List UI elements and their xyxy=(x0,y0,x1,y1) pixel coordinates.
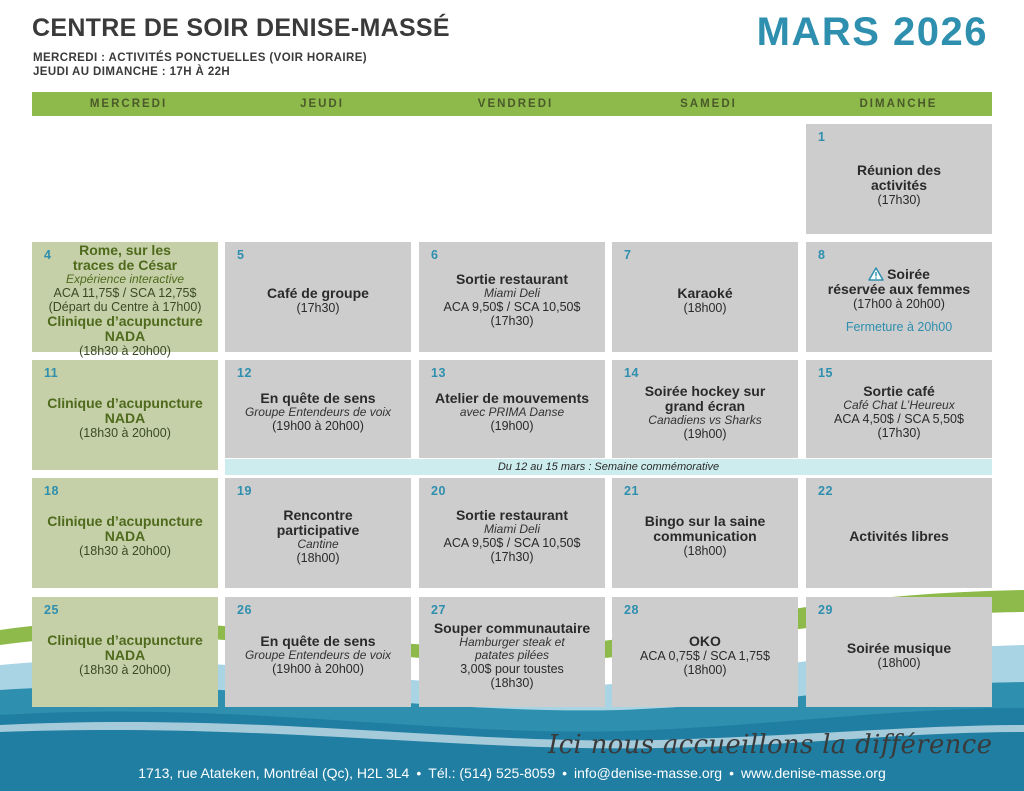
event-title: NADA xyxy=(104,647,146,663)
footer-phone[interactable]: Tél.: (514) 525-8059 xyxy=(428,765,556,781)
day-cell-4 xyxy=(32,241,218,358)
event-info: ACA 4,50$ / SCA 5,50$ xyxy=(834,412,964,426)
weekday-thursday: JEUDI xyxy=(300,98,344,110)
day-cell-27 xyxy=(419,597,605,707)
event-detail: Canadiens vs Sharks xyxy=(648,412,762,427)
event-title: En quête de sens xyxy=(260,633,376,649)
event-title: Bingo sur la saine xyxy=(644,513,766,529)
event-title: Clinique d’acupuncture xyxy=(47,513,203,529)
event-info: (Départ du Centre à 17h00) xyxy=(48,299,202,314)
event-info: (17h30) xyxy=(490,314,534,328)
day-number: 4 xyxy=(44,248,52,262)
day-number: 21 xyxy=(624,484,639,498)
event-title: Soirée hockey sur xyxy=(644,382,766,399)
day-cell-28 xyxy=(612,597,798,707)
event-info: ACA 9,50$ / SCA 10,50$ xyxy=(443,536,581,550)
event-detail: Café Chat L’Heureux xyxy=(843,398,955,412)
event-info: (18h00) xyxy=(877,655,921,670)
event-info: (18h30 à 20h00) xyxy=(79,663,171,677)
event-info: (18h30 à 20h00) xyxy=(79,426,171,440)
slogan: Ici nous accueillons la différence xyxy=(548,730,993,760)
footer-website[interactable]: www.denise-masse.org xyxy=(741,765,886,781)
day-number: 15 xyxy=(818,366,833,380)
event-title: Activités libres xyxy=(849,527,949,544)
event-closing-note: Fermeture à 20h00 xyxy=(845,319,953,334)
day-cell-19 xyxy=(225,478,411,588)
event-info: (18h00) xyxy=(296,550,340,565)
day-number: 29 xyxy=(818,603,833,617)
day-number: 27 xyxy=(431,603,446,617)
event-title: Rencontre xyxy=(283,506,353,523)
event-title: NADA xyxy=(104,528,146,544)
event-info: (18h30 à 20h00) xyxy=(79,544,171,558)
event-info: (17h30) xyxy=(877,426,921,440)
event-title: Soirée musique xyxy=(846,639,952,656)
event-title: Rome, sur les xyxy=(79,241,171,258)
event-info: (19h00) xyxy=(683,426,727,441)
event-title: Atelier de mouvements xyxy=(434,390,590,406)
day-number: 1 xyxy=(818,130,826,144)
event-title: Café de groupe xyxy=(267,284,369,301)
day-cell-7 xyxy=(612,242,798,352)
day-number: 5 xyxy=(237,248,245,262)
event-info: (18h00) xyxy=(683,300,727,315)
event-title: Sortie restaurant xyxy=(455,507,569,523)
event-info: ACA 0,75$ / SCA 1,75$ xyxy=(640,648,770,663)
event-title: participative xyxy=(276,521,360,538)
event-detail: Hamburger steak et xyxy=(459,634,565,649)
event-info: (18h30 à 20h00) xyxy=(79,343,171,358)
event-detail: Miami Deli xyxy=(483,522,540,536)
event-info: (18h00) xyxy=(683,662,727,677)
day-number: 28 xyxy=(624,603,639,617)
day-number: 7 xyxy=(624,248,632,262)
day-number: 26 xyxy=(237,603,252,617)
event-info: ACA 11,75$ / SCA 12,75$ xyxy=(53,285,197,300)
page-title: CENTRE DE SOIR DENISE-MASSÉ xyxy=(32,14,450,42)
day-cell-15 xyxy=(806,360,992,458)
day-cell-8 xyxy=(806,242,992,352)
event-title: Clinique d’acupuncture xyxy=(47,312,203,329)
event-detail: Groupe Entendeurs de voix xyxy=(244,405,392,419)
event-title: grand écran xyxy=(664,397,746,414)
footer-contact xyxy=(0,765,1024,781)
event-info: 3,00$ pour toustes xyxy=(460,661,564,676)
day-number: 18 xyxy=(44,484,59,498)
event-info: (19h00) xyxy=(490,419,534,433)
weekday-wednesday: MERCREDI xyxy=(89,98,168,110)
event-info: (18h30) xyxy=(490,675,534,690)
event-title: En quête de sens xyxy=(260,390,376,406)
day-cell-25 xyxy=(32,597,218,707)
separator-dot: • xyxy=(562,765,568,781)
event-detail: avec PRIMA Danse xyxy=(459,405,565,419)
day-cell-18 xyxy=(32,478,218,588)
day-cell-21 xyxy=(612,478,798,588)
separator-dot: • xyxy=(729,765,734,781)
event-title xyxy=(868,267,930,282)
event-title: réservée aux femmes xyxy=(827,280,971,297)
event-info: (17h30) xyxy=(490,550,534,564)
event-title: OKO xyxy=(689,632,721,649)
month-title: MARS 2026 xyxy=(756,10,988,54)
event-title: NADA xyxy=(104,410,146,426)
day-number: 8 xyxy=(818,248,826,262)
day-cell-14 xyxy=(612,360,798,458)
event-title: traces de César xyxy=(72,256,178,273)
day-number: 12 xyxy=(237,366,252,380)
day-cell-22 xyxy=(806,478,992,588)
day-number: 11 xyxy=(44,366,59,380)
weekday-friday: VENDREDI xyxy=(477,98,554,110)
day-cell-12 xyxy=(225,360,411,458)
schedule-note-wednesday: MERCREDI : ACTIVITÉS PONCTUELLES (VOIR HORAIRE) xyxy=(33,52,367,64)
day-cell-5 xyxy=(225,242,411,352)
event-detail: Miami Deli xyxy=(483,286,540,300)
event-title: Réunion des xyxy=(856,162,941,178)
event-title: Sortie restaurant xyxy=(455,271,569,287)
day-number: 22 xyxy=(818,484,833,498)
event-title: Sortie café xyxy=(863,383,935,399)
day-cell-26 xyxy=(225,597,411,707)
event-detail: patates pilées xyxy=(474,647,550,662)
day-number: 6 xyxy=(431,248,439,262)
event-info: (19h00 à 20h00) xyxy=(272,662,364,676)
event-title: activités xyxy=(870,177,928,193)
event-detail: Expérience interactive xyxy=(65,271,185,286)
day-cell-6 xyxy=(419,242,605,352)
schedule-note-hours: JEUDI AU DIMANCHE : 17H À 22H xyxy=(33,66,231,78)
day-cell-29 xyxy=(806,597,992,707)
day-number: 19 xyxy=(237,484,252,498)
event-title: Souper communautaire xyxy=(433,619,591,636)
event-title: Clinique d’acupuncture xyxy=(47,632,203,648)
event-title: Clinique d’acupuncture xyxy=(47,395,203,411)
event-detail: Cantine xyxy=(297,536,339,551)
weekday-header xyxy=(32,92,992,116)
day-number: 14 xyxy=(624,366,639,380)
event-info: (17h30) xyxy=(296,300,340,315)
event-info: (17h30) xyxy=(877,193,921,207)
event-info: (17h00 à 20h00) xyxy=(853,296,945,311)
day-number: 20 xyxy=(431,484,446,498)
event-title: communication xyxy=(653,528,757,544)
weekday-saturday: SAMEDI xyxy=(680,98,737,110)
separator-dot: • xyxy=(416,765,422,781)
day-cell-13 xyxy=(419,360,605,458)
day-cell-20 xyxy=(419,478,605,588)
event-info: (19h00 à 20h00) xyxy=(272,419,364,433)
event-title: Karaoké xyxy=(677,284,733,301)
event-info: (18h00) xyxy=(683,544,727,558)
event-title-text: Soirée xyxy=(887,265,930,282)
warning-icon xyxy=(868,267,884,281)
event-title: NADA xyxy=(104,327,146,344)
day-number: 25 xyxy=(44,603,59,617)
day-number: 13 xyxy=(431,366,446,380)
footer-email[interactable]: info@denise-masse.org xyxy=(574,765,723,781)
commemorative-week-banner: Du 12 au 15 mars : Semaine commémorative xyxy=(225,459,992,475)
weekday-sunday: DIMANCHE xyxy=(859,98,938,110)
day-cell-1 xyxy=(806,124,992,234)
event-info: ACA 9,50$ / SCA 10,50$ xyxy=(443,300,581,314)
footer-address: 1713, rue Atateken, Montréal (Qc), H2L 3L4 xyxy=(138,765,410,781)
day-cell-11 xyxy=(32,360,218,470)
event-detail: Groupe Entendeurs de voix xyxy=(244,648,392,662)
